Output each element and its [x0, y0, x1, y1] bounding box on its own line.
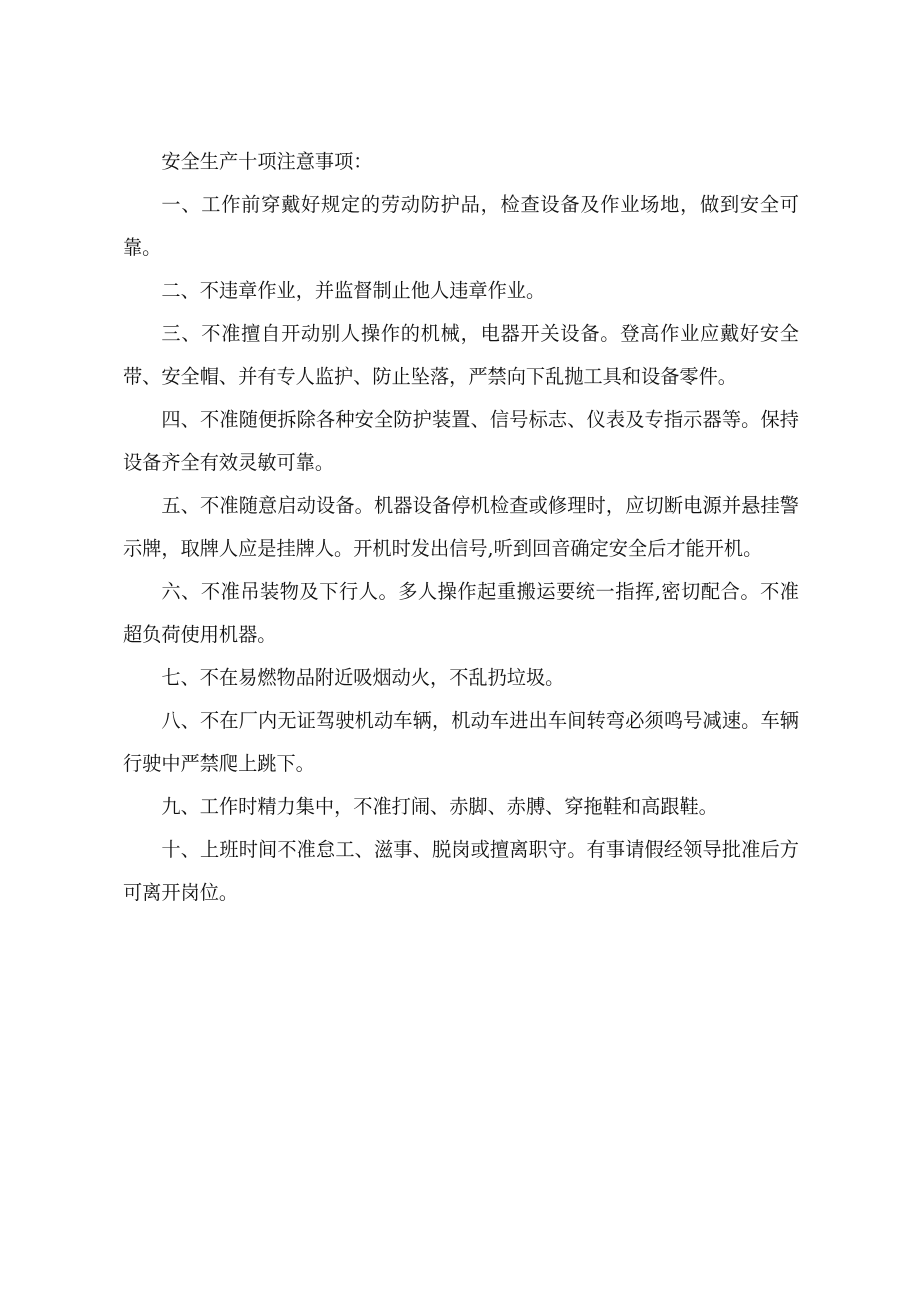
rule-item-5: 五、不准随意启动设备。机器设备停机检查或修理时，应切断电源并悬挂警示牌，取牌人应是挂牌人。开机时发出信号,听到回音确定安全后才能开机。: [123, 494, 799, 560]
rule-item-1: 一、工作前穿戴好规定的劳动防护品，检查设备及作业场地，做到安全可靠。: [123, 193, 799, 259]
rule-item-7: 七、不在易燃物品附近吸烟动火，不乱扔垃圾。: [161, 666, 565, 689]
rule-item-10: 十、上班时间不准怠工、滋事、脱岗或擅离职守。有事请假经领导批准后方可离开岗位。: [123, 838, 799, 904]
rule-item-2: 二、不违章作业，并监督制止他人违章作业。: [161, 279, 546, 302]
rule-item-4: 四、不准随便拆除各种安全防护装置、信号标志、仪表及专指示器等。保持设备齐全有效灵敏可靠。: [123, 408, 799, 474]
rule-item-3: 三、不准擅自开动别人操作的机械，电器开关设备。登高作业应戴好安全带、安全帽、并有专人监护、防止坠落，严禁向下乱抛工具和设备零件。: [123, 322, 799, 388]
document-heading: 安全生产十项注意事项：: [161, 150, 373, 173]
rule-item-9: 九、工作时精力集中，不准打闹、赤脚、赤膊、穿拖鞋和高跟鞋。: [161, 795, 718, 818]
rule-item-8: 八、不在厂内无证驾驶机动车辆，机动车进出车间转弯必须鸣号减速。车辆行驶中严禁爬上跳下。: [123, 709, 799, 775]
rule-item-6: 六、不准吊装物及下行人。多人操作起重搬运要统一指挥,密切配合。不准超负荷使用机器。: [123, 580, 799, 646]
document-page: [123, 140, 799, 914]
